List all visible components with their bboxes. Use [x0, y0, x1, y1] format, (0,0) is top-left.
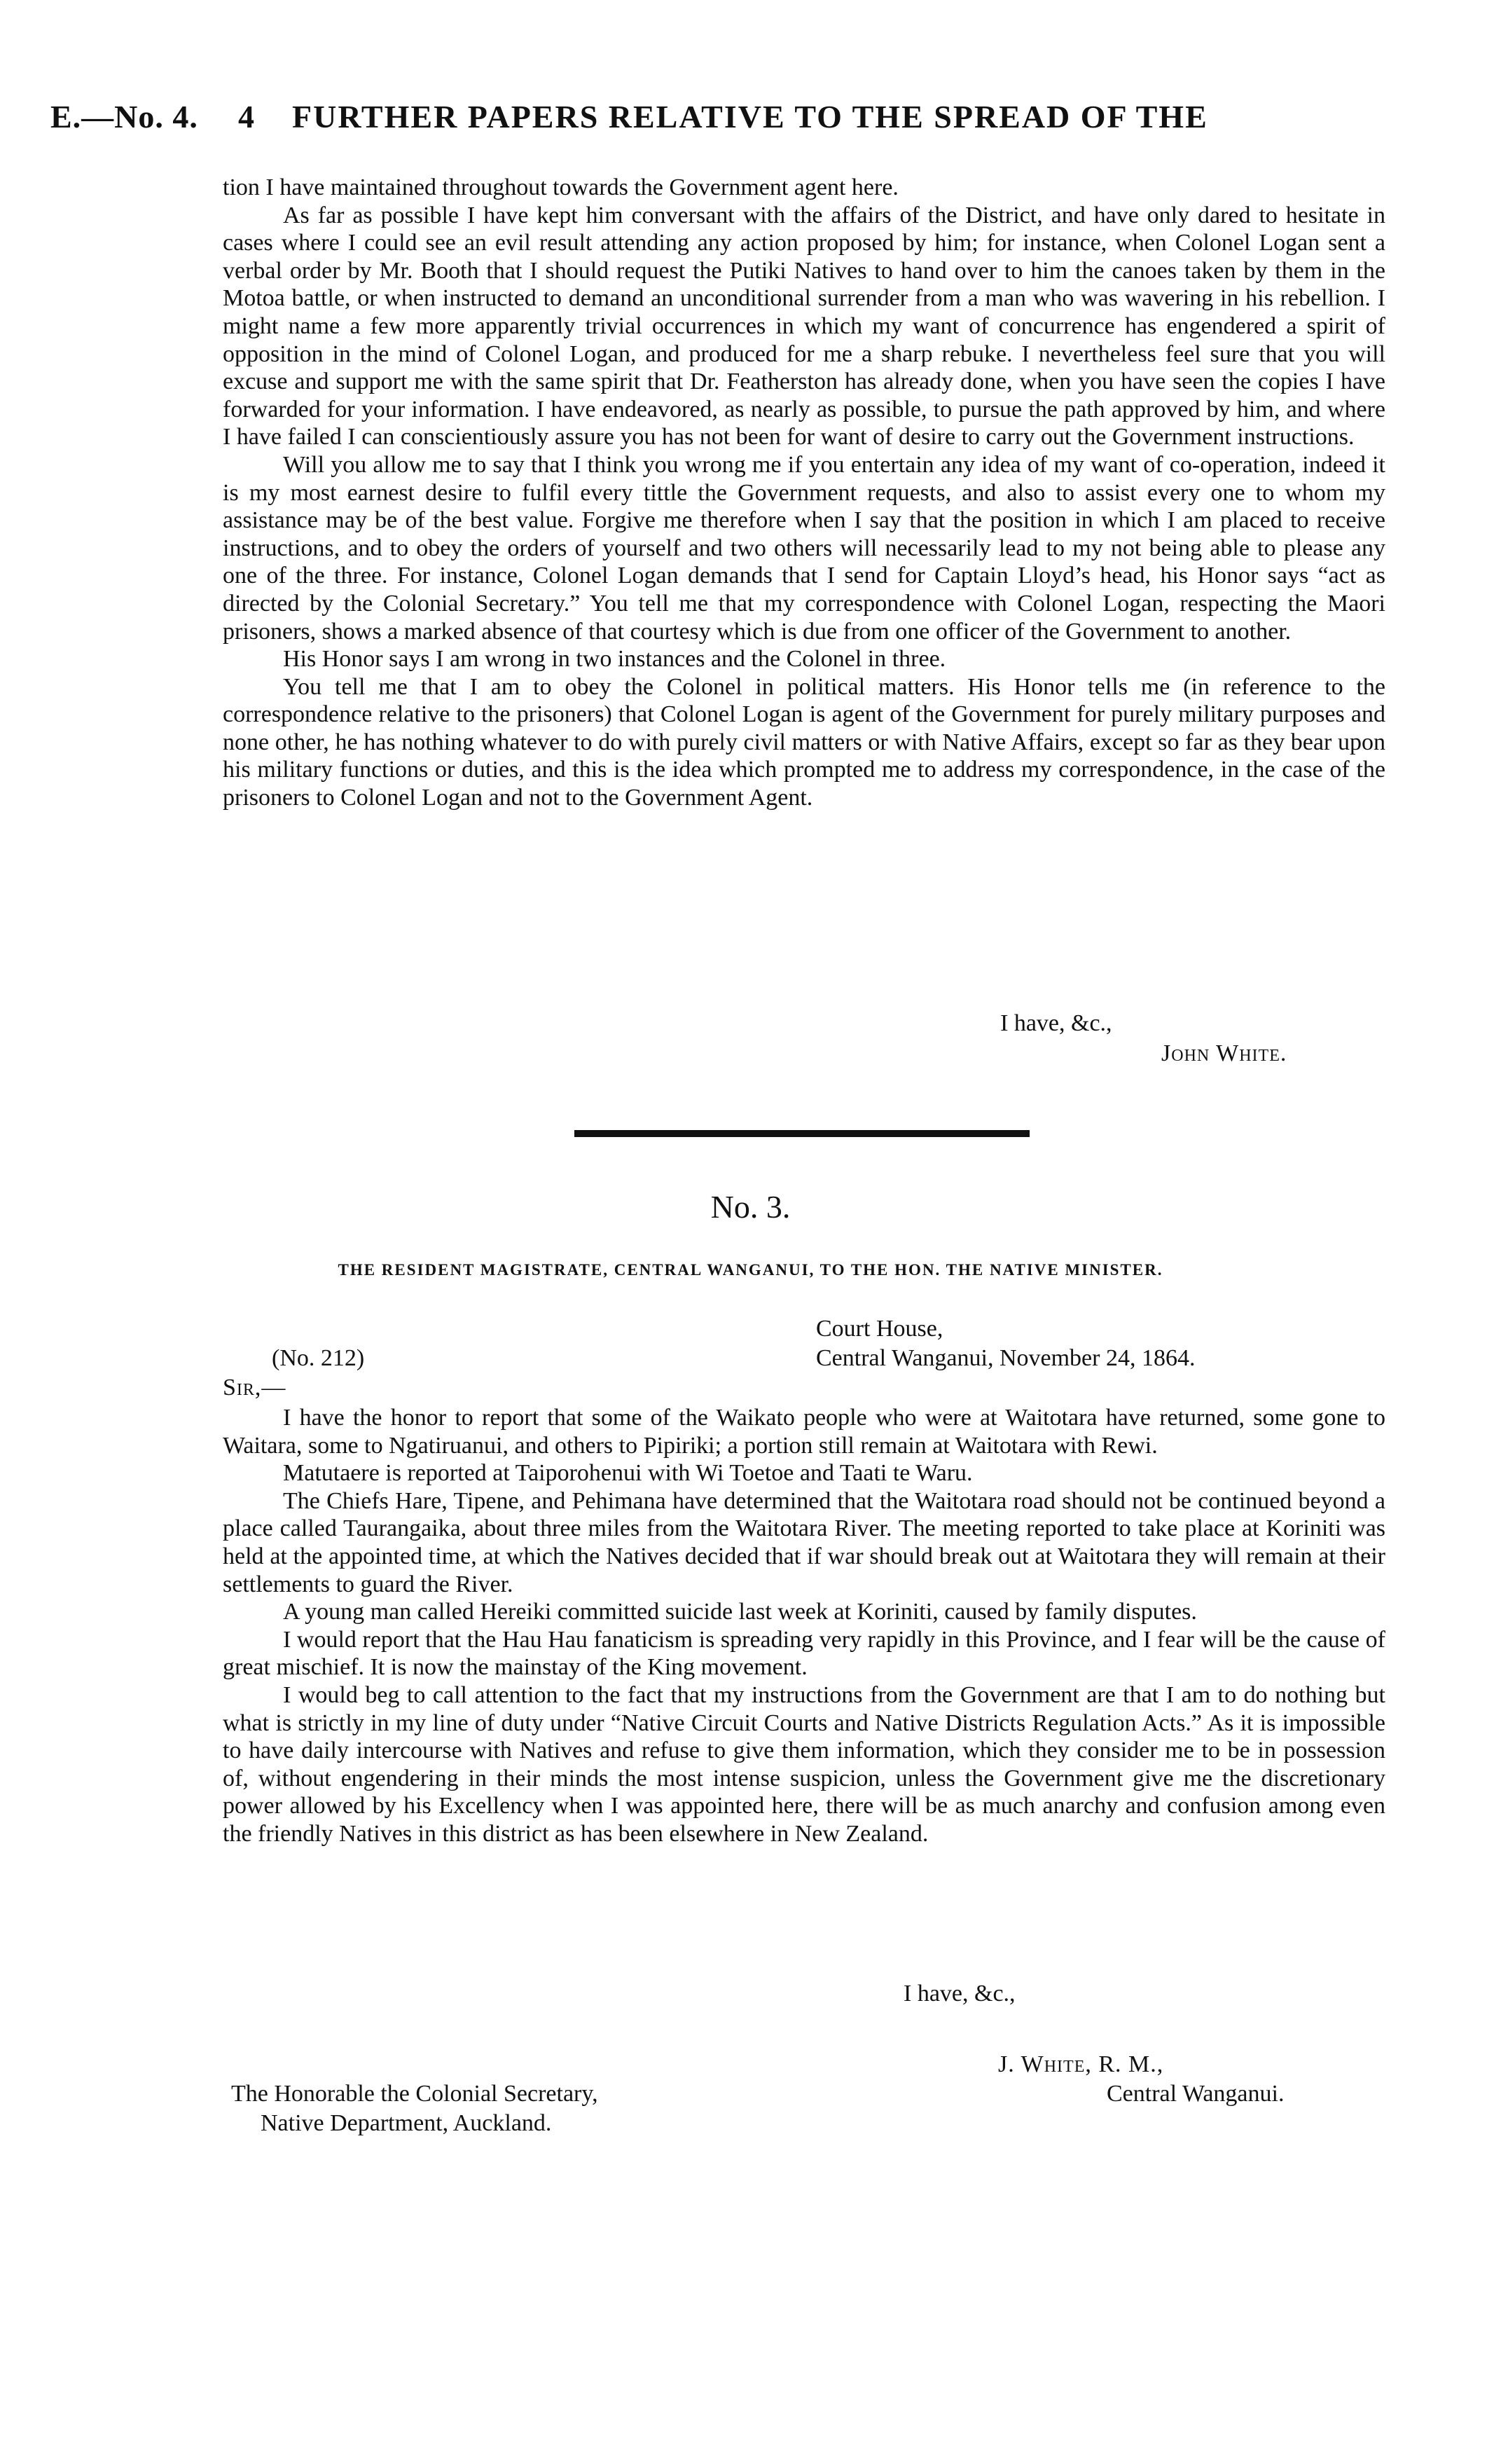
document-number: No. 3.	[710, 1189, 791, 1225]
letter-1-closing: I have, &c.,	[1000, 1010, 1112, 1036]
address-line-1: Court House,	[816, 1316, 943, 1342]
reference-number: (No. 212)	[272, 1345, 365, 1371]
letter-1-paragraph: Will you allow me to say that I think you wrong me if you entertain any idea of my want of co-operation, indeed it is my most earnest desire to fulfil every tittle the Government requests, and also to assist every one to whom my assistance may be of the best value. Forgive me therefore when I say that the position in which I am placed to receive instructions, and to obey the orders of yourself and two others will necessarily lead to my not being able to please any one of the three. For instance, Colonel Logan demands that I send for Captain Lloyd’s head, his Honor says “act as directed by the Colonial Secretary.” You tell me that my correspondence with Colonel Logan, respecting the Maori prisoners, shows a marked absence of that courtesy which is due from one officer of the Government to another.	[223, 451, 1385, 645]
letter-1-paragraph: You tell me that I am to obey the Colonel in political matters. His Honor tells me (in reference to the correspondence relative to the prisoners) that Colonel Logan is agent of the Government for purely military purposes and none other, he has nothing whatever to do with purely civil matters or with Native Affairs, except so far as they bear upon his military functions or duties, and this is the idea which prompted me to address my correspondence, in the case of the prisoners to Colonel Logan and not to the Government Agent.	[223, 673, 1385, 811]
letter-1-signature: John White.	[1161, 1040, 1287, 1066]
address-line-2: Central Wanganui, November 24, 1864.	[816, 1345, 1196, 1371]
document-reference: E.—No. 4.	[50, 99, 198, 135]
page-number: 4	[238, 99, 254, 135]
letter-1-paragraph: His Honor says I am wrong in two instances and the Colonel in three.	[283, 646, 946, 673]
letter-2-paragraph: I would report that the Hau Hau fanaticism is spreading very rapidly in this Province, and I fear will be the cause of great mischief. It is now the mainstay of the King movement.	[223, 1626, 1385, 1681]
letter-2-paragraph: I would beg to call attention to the fact that my instructions from the Government are that I am to do nothing but what is strictly in my line of duty under “Native Circuit Courts and Native Districts Regulation Acts.” As it is impossible to have daily intercourse with Natives and refuse to give them information, which they consider me to be in possession of, without engendering in their minds the most intense suspicion, unless the Government give me the discretionary power allowed by his Excellency when I was appointed here, there will be as much anarchy and confusion among even the friendly Natives in this district as has been elsewhere in New Zealand.	[223, 1681, 1385, 1847]
letter-2-paragraph: Matutaere is reported at Taiporohenui with Wi Toetoe and Taati te Waru.	[283, 1460, 973, 1487]
running-title: FURTHER PAPERS RELATIVE TO THE SPREAD OF THE	[292, 99, 1208, 135]
letter-2-paragraph: The Chiefs Hare, Tipene, and Pehimana have determined that the Waitotara road should not be continued beyond a place called Taurangaika, about three miles from the Waitotara River. The meeting reported to take place at Koriniti was held at the appointed time, at which the Natives decided that if war should break out at Waitotara they will remain at their settlements to guard the River.	[223, 1487, 1385, 1597]
salutation: Sir,—	[223, 1375, 286, 1400]
letter-2-paragraph: I have the honor to report that some of the Waikato people who were at Waitotara have returned, some gone to Waitara, some to Ngatiruanui, and others to Pipiriki; a portion still remain at Waitotara with Rewi.	[223, 1405, 1385, 1459]
letter-1-body	[223, 174, 1385, 812]
addressee-line-2: Native Department, Auckland.	[261, 2110, 552, 2136]
letter-2-closing: I have, &c.,	[904, 1981, 1016, 2007]
section-divider	[574, 1130, 1030, 1137]
letter-2-paragraph: A young man called Hereiki committed suicide last week at Koriniti, caused by family disputes.	[283, 1599, 1197, 1625]
page-header	[50, 98, 1339, 147]
letter-1-paragraph: As far as possible I have kept him conversant with the affairs of the District, and have only dared to hesitate in cases where I could see an evil result attending any action proposed by him; for instance, when Colonel Logan sent a verbal order by Mr. Booth that I should request the Putiki Natives to hand over to him the canoes taken by them in the Motoa battle, or when instructed to demand an unconditional surrender from a man who was wavering in his rebellion. I might name a few more apparently trivial occurrences in which my want of concurrence has engendered a spirit of opposition in the mind of Colonel Logan, and produced for me a sharp rebuke. I nevertheless feel sure that you will excuse and support me with the same spirit that Dr. Featherston has already done, when you have seen the copies I have forwarded for your information. I have endeavored, as nearly as possible, to pursue the path approved by him, and where I have failed I can conscientiously assure you has not been for want of desire to carry out the Government instructions.	[223, 202, 1385, 450]
addressee-line-1: The Honorable the Colonial Secretary,	[231, 2081, 598, 2107]
letter-2-body	[223, 1404, 1385, 1848]
letter-2-heading: THE RESIDENT MAGISTRATE, CENTRAL WANGANUI, TO THE HON. THE NATIVE MINISTER.	[338, 1261, 1163, 1279]
letter-1-paragraph: tion I have maintained throughout towards the Government agent here.	[223, 174, 899, 200]
letter-2-signature-place: Central Wanganui.	[1107, 2081, 1285, 2107]
letter-2-signature: J. White, R. M.,	[998, 2051, 1164, 2077]
